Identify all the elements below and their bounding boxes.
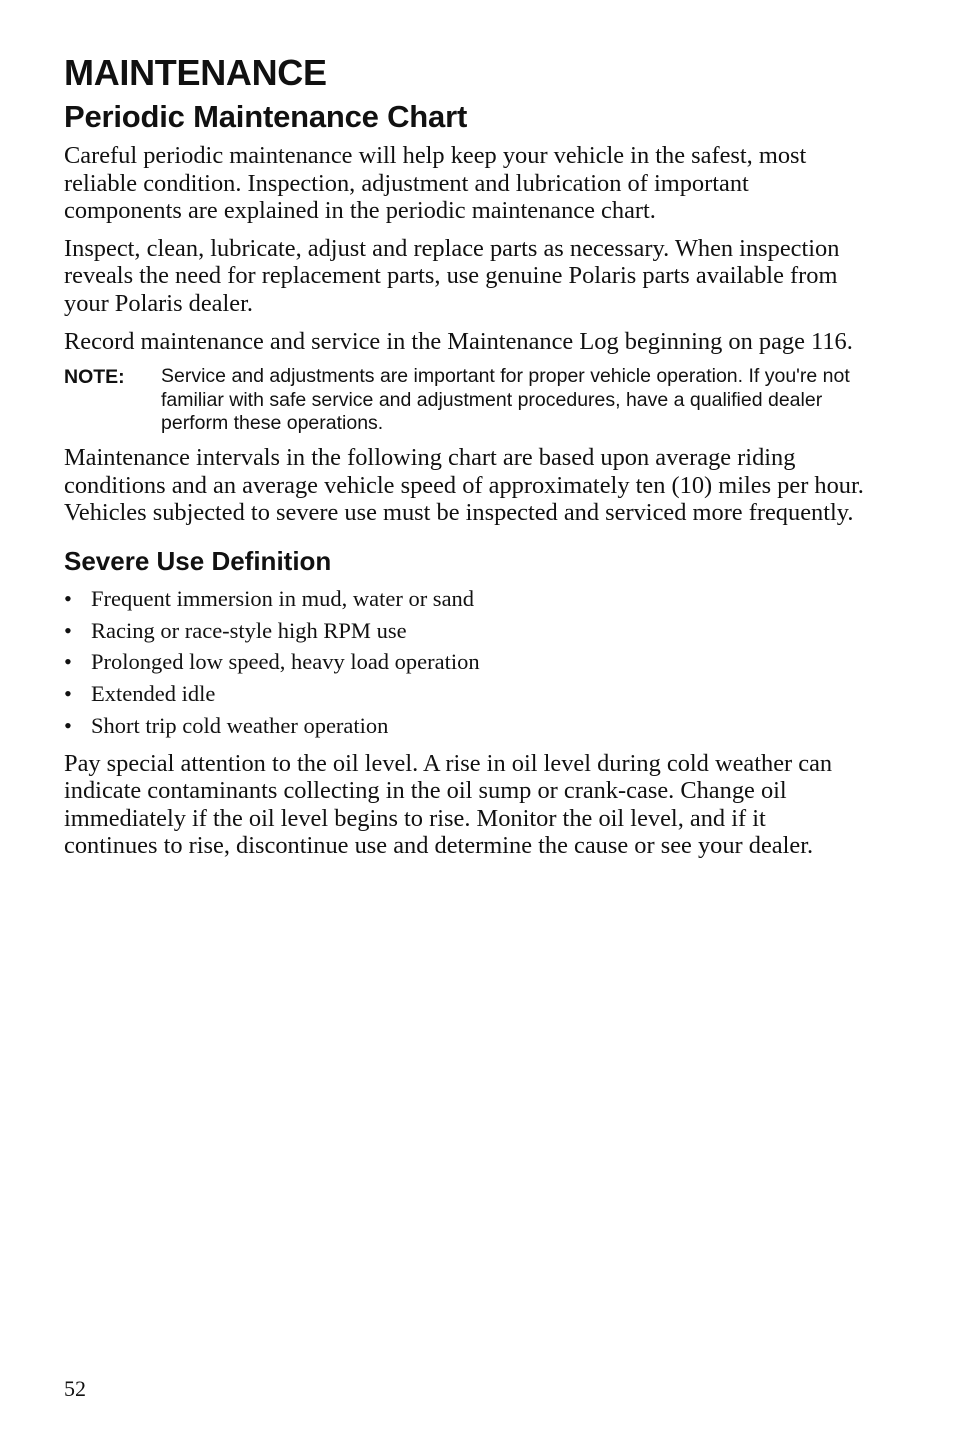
list-item-text: Racing or race-style high RPM use xyxy=(91,617,407,643)
list-item xyxy=(64,678,864,710)
list-item-text: Frequent immersion in mud, water or sand xyxy=(91,585,475,611)
bullet-icon: • xyxy=(64,649,72,675)
manual-page xyxy=(64,52,864,870)
oil-level-paragraph: Pay special attention to the oil level. A rise in oil level during cold weather can indicate contaminants collecting in the oil sump or crank-case. Change oil immediately if the oil level begins to rise. Monitor the oil level, and if it continues to rise, discontinue use and determine the cause or see your dealer. xyxy=(64,749,833,860)
bullet-icon: • xyxy=(64,585,72,611)
list-item xyxy=(64,710,864,742)
severe-use-heading: Severe Use Definition xyxy=(64,545,332,576)
list-item xyxy=(64,583,864,615)
bullet-icon: • xyxy=(64,712,72,738)
section-title: MAINTENANCE xyxy=(64,52,327,93)
list-item-text: Extended idle xyxy=(91,681,216,707)
note-text: Service and adjustments are important for proper vehicle operation. If you're not familiar with safe service and adjustment procedures, have a qualified dealer perform these operations. xyxy=(161,365,850,435)
note-label: NOTE: xyxy=(64,366,125,389)
severe-use-list xyxy=(64,583,864,742)
list-item xyxy=(64,615,864,647)
list-item xyxy=(64,646,864,678)
intervals-paragraph: Maintenance intervals in the following chart are based upon average riding conditions and an average vehicle speed of approximately ten (10) miles per hour. Vehicles subjected to severe use must be inspected and serviced more frequently. xyxy=(64,443,864,527)
bullet-icon: • xyxy=(64,681,72,707)
inspection-paragraph: Inspect, clean, lubricate, adjust and replace parts as necessary. When inspection reveals the need for replacement parts, use genuine Polaris parts available from your Polaris dealer. xyxy=(64,234,840,317)
list-item-text: Prolonged low speed, heavy load operation xyxy=(91,649,480,675)
intro-paragraph: Careful periodic maintenance will help keep your vehicle in the safest, most reliable condition. Inspection, adjustment and lubrication of important components are explained in the periodic maintenance chart. xyxy=(64,142,807,225)
note-block xyxy=(64,365,864,436)
page-number: 52 xyxy=(64,1376,86,1401)
record-paragraph: Record maintenance and service in the Maintenance Log beginning on page 116. xyxy=(64,327,853,355)
bullet-icon: • xyxy=(64,617,72,643)
page-title: Periodic Maintenance Chart xyxy=(64,99,468,134)
list-item-text: Short trip cold weather operation xyxy=(91,712,389,738)
